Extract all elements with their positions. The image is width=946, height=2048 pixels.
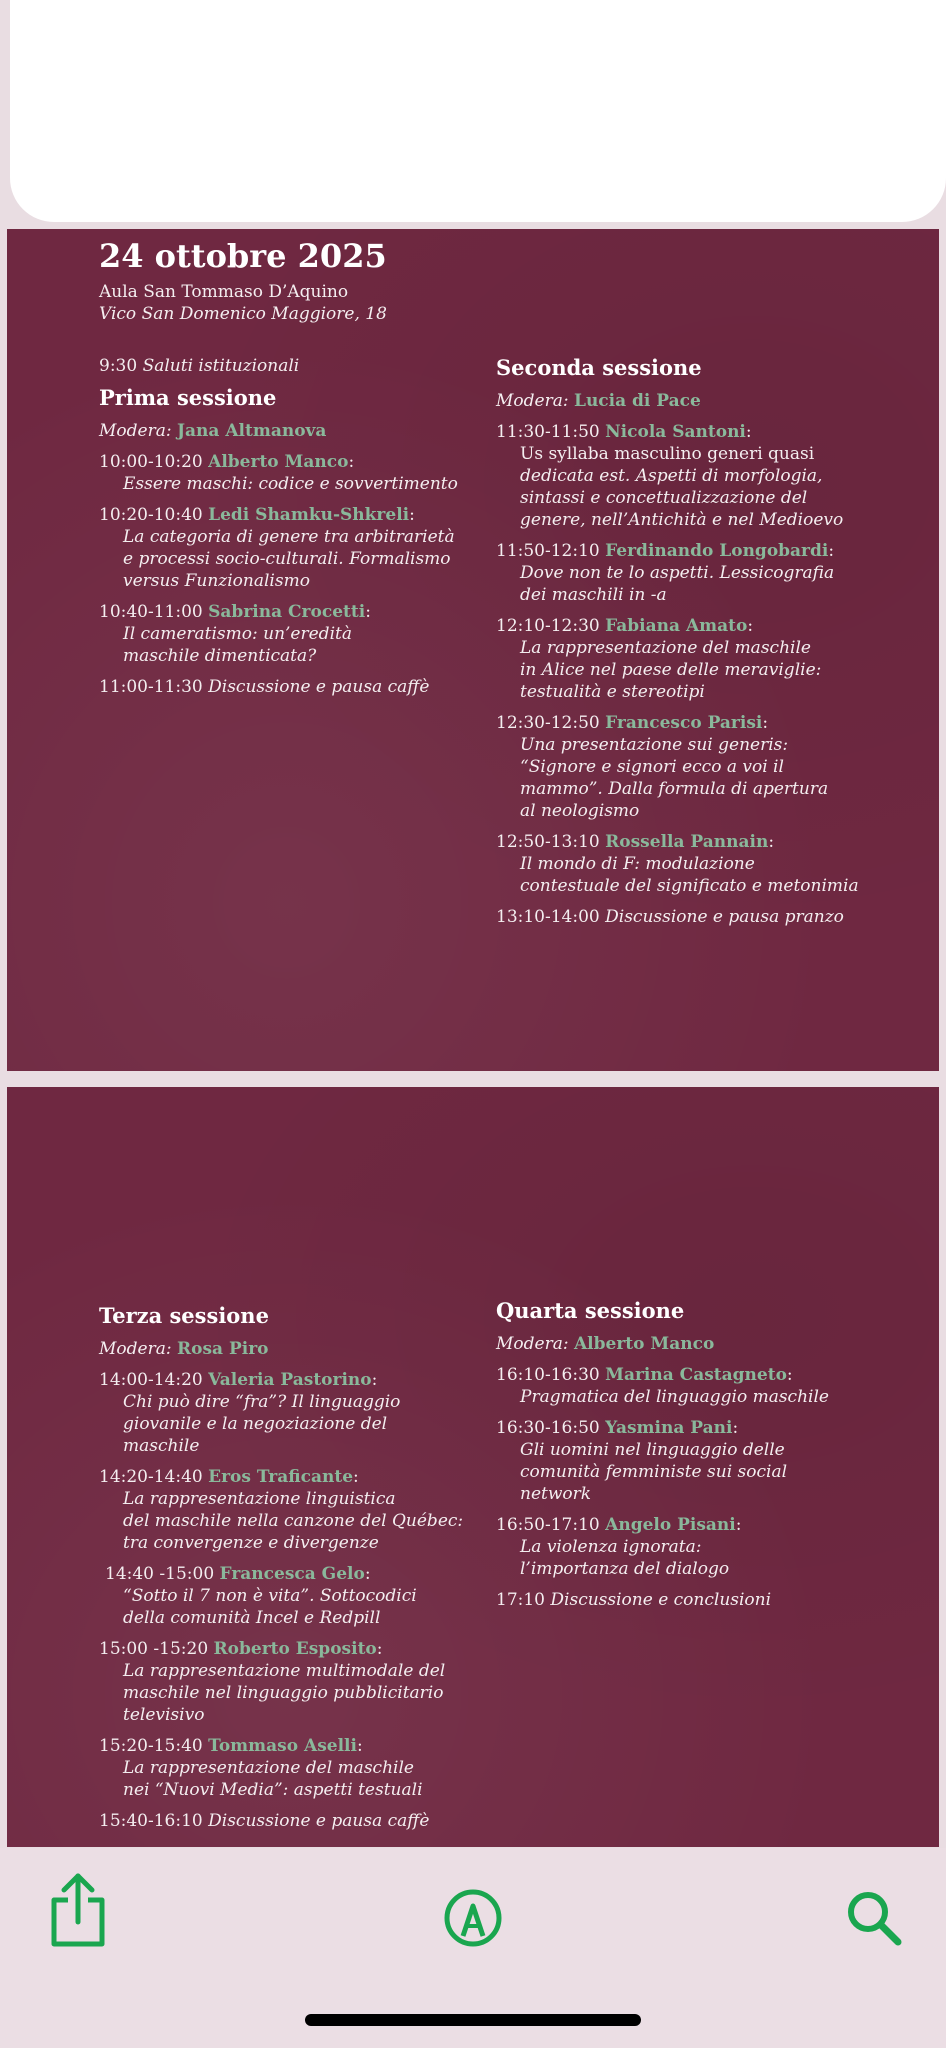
talk-title-line: mammo”. Dalla formula di apertura <box>520 779 829 799</box>
speaker-name: Nicola Santoni <box>605 422 746 442</box>
talk-time: 11:50-12:10 <box>496 541 600 561</box>
document-page-2 <box>7 1087 939 1847</box>
talk-title-line: network <box>520 1484 592 1504</box>
talk-title-line: televisivo <box>123 1705 205 1725</box>
document-page-1 <box>7 229 939 1071</box>
moderator-label: Modera: <box>496 1334 569 1354</box>
talk-item: 11:30-11:50 Nicola Santoni: Us syllaba masculino generi quasi dedicata est. Aspetti di morfologia, sintassi e concettualizzazione del genere, nell’Antichità e nel Medioevo <box>496 421 916 531</box>
speaker-name: Angelo Pisani <box>605 1515 736 1535</box>
talk-title-line: del maschile nella canzone del Québec: <box>123 1511 464 1531</box>
talk-title-line: Chi può dire “fra”? Il linguaggio <box>123 1392 401 1412</box>
talk-title-line: Gli uomini nel linguaggio delle <box>520 1440 785 1460</box>
markup-pen-icon[interactable] <box>443 1888 503 1948</box>
talk-time: 10:40-11:00 <box>99 602 203 622</box>
talk-item: 16:30-16:50 Yasmina Pani: Gli uomini nel linguaggio delle comunità femministe sui social network <box>496 1417 916 1505</box>
talk-title-line: Essere maschi: codice e sovvertimento <box>123 474 458 494</box>
talk-title-line: maschile <box>123 1436 200 1456</box>
session-closing <box>496 1589 916 1611</box>
talk-title-line: Il mondo di F: modulazione <box>520 854 755 874</box>
moderator-label: Modera: <box>99 1339 172 1359</box>
talk-time: 14:40 -15:00 <box>105 1564 215 1584</box>
speaker-name: Eros Traficante <box>208 1467 354 1487</box>
talk-time: 14:00-14:20 <box>99 1370 203 1390</box>
talk-time: 10:00-10:20 <box>99 452 203 472</box>
moderator-label: Modera: <box>496 391 569 411</box>
talk-title-line: “Signore e signori ecco a voi il <box>520 757 784 777</box>
talk-time: 12:30-12:50 <box>496 713 600 733</box>
talk-title-line: Dove non te lo aspetti. Lessicografia <box>520 563 835 583</box>
talk-title-line: La rappresentazione del maschile <box>123 1758 414 1778</box>
speaker-name: Sabrina Crocetti <box>208 602 366 622</box>
closing-time: 15:40-16:10 <box>99 1811 203 1831</box>
talk-time: 16:10-16:30 <box>496 1365 600 1385</box>
talk-time: 10:20-10:40 <box>99 505 203 525</box>
moderator-name: Alberto Manco <box>573 1334 715 1354</box>
session-2 <box>496 355 916 928</box>
event-date: 24 ottobre 2025 <box>99 237 387 275</box>
talk-item: 11:50-12:10 Ferdinando Longobardi: Dove non te lo aspetti. Lessicografia dei maschili in -a <box>496 540 916 606</box>
session-title: Quarta sessione <box>496 1298 685 1323</box>
speaker-name: Roberto Esposito <box>213 1639 377 1659</box>
opening-label: Saluti istituzionali <box>142 356 300 376</box>
talk-time: 16:50-17:10 <box>496 1515 600 1535</box>
speaker-name: Tommaso Aselli <box>208 1736 357 1756</box>
talk-item: 10:40-11:00 Sabrina Crocetti: Il cameratismo: un’eredità maschile dimenticata? <box>99 601 479 667</box>
speaker-name: Yasmina Pani <box>605 1418 733 1438</box>
speaker-name: Ferdinando Longobardi <box>605 541 829 561</box>
venue-name: Aula San Tommaso D’Aquino <box>99 282 349 302</box>
speaker-name: Alberto Manco <box>208 452 349 472</box>
speaker-name: Valeria Pastorino <box>208 1370 372 1390</box>
talk-title-line: giovanile e la negoziazione del <box>123 1414 388 1434</box>
closing-time: 11:00-11:30 <box>99 677 203 697</box>
moderator-line <box>496 1333 916 1355</box>
talk-title-line: “Sotto il 7 non è vita”. Sottocodici <box>123 1586 417 1606</box>
opening-line <box>99 355 299 377</box>
talk-title-line: Pragmatica del linguaggio maschile <box>520 1387 829 1407</box>
closing-label: Discussione e pausa pranzo <box>605 907 844 927</box>
session-closing <box>99 676 479 698</box>
closing-label: Discussione e pausa caffè <box>208 677 430 697</box>
talk-title-line: della comunità Incel e Redpill <box>123 1608 381 1628</box>
speaker-name: Rossella Pannain <box>605 832 769 852</box>
talk-title-line: nei “Nuovi Media”: aspetti testuali <box>123 1780 423 1800</box>
search-icon[interactable] <box>844 1888 904 1948</box>
venue-address: Vico San Domenico Maggiore, 18 <box>99 304 387 324</box>
moderator-name: Lucia di Pace <box>573 391 701 411</box>
talk-title-line: maschile dimenticata? <box>123 646 317 666</box>
talk-title-line: in Alice nel paese delle meraviglie: <box>520 660 822 680</box>
talk-title-line: e processi socio-culturali. Formalismo <box>123 549 451 569</box>
session-4 <box>496 1298 916 1611</box>
talk-item: 10:00-10:20 Alberto Manco: Essere maschi: codice e sovvertimento <box>99 451 479 495</box>
moderator-line <box>496 390 916 412</box>
talk-item: 12:50-13:10 Rossella Pannain: Il mondo di F: modulazione contestuale del significato e metonimia <box>496 831 916 897</box>
speaker-name: Marina Castagneto <box>605 1365 787 1385</box>
talk-title-line: La rappresentazione del maschile <box>520 638 811 658</box>
talk-title-line: dei maschili in -a <box>520 585 667 605</box>
talk-title-line: dedicata est. Aspetti di morfologia, <box>520 466 823 486</box>
talk-item: 15:00 -15:20 Roberto Esposito: La rappresentazione multimodale del maschile nel linguaggio pubblicitario televisivo <box>99 1638 489 1726</box>
share-icon[interactable] <box>44 1870 112 1950</box>
talk-title-line: maschile nel linguaggio pubblicitario <box>123 1683 444 1703</box>
session-title: Prima sessione <box>99 385 277 410</box>
moderator-name: Rosa Piro <box>176 1339 269 1359</box>
talk-item: 16:50-17:10 Angelo Pisani: La violenza ignorata: l’importanza del dialogo <box>496 1514 916 1580</box>
speaker-name: Francesco Parisi <box>605 713 763 733</box>
talk-title-line: La rappresentazione linguistica <box>123 1489 396 1509</box>
talk-title-line: La rappresentazione multimodale del <box>123 1661 446 1681</box>
talk-item: 14:00-14:20 Valeria Pastorino: Chi può dire “fra”? Il linguaggio giovanile e la negoziazione del maschile <box>99 1369 489 1457</box>
moderator-label: Modera: <box>99 421 172 441</box>
talk-item: 14:20-14:40 Eros Traficante: La rappresentazione linguistica del maschile nella canzone del Québec: tra convergenze e divergenze <box>99 1466 489 1554</box>
moderator-line <box>99 420 479 442</box>
talk-item: 10:20-10:40 Ledi Shamku-Shkreli: La categoria di genere tra arbitrarietà e processi socio-culturali. Formalismo versus Funzionalismo <box>99 504 479 592</box>
top-sheet <box>10 0 946 222</box>
speaker-name: Ledi Shamku-Shkreli <box>208 505 410 525</box>
talk-title-line: testualità e stereotipi <box>520 682 705 702</box>
session-closing <box>99 1810 489 1832</box>
session-title: Terza sessione <box>99 1303 269 1328</box>
closing-time: 13:10-14:00 <box>496 907 600 927</box>
talk-title-line: al neologismo <box>520 801 640 821</box>
opening-time: 9:30 <box>99 356 138 376</box>
talk-title-line: versus Funzionalismo <box>123 571 310 591</box>
talk-title-line: l’importanza del dialogo <box>520 1559 730 1579</box>
talk-time: 14:20-14:40 <box>99 1467 203 1487</box>
talk-title-line: contestuale del significato e metonimia <box>520 876 859 896</box>
talk-item: 14:40 -15:00 Francesca Gelo: “Sotto il 7 non è vita”. Sottocodici della comunità Incel e Redpill <box>99 1563 489 1629</box>
session-title: Seconda sessione <box>496 355 702 380</box>
moderator-line <box>99 1338 489 1360</box>
talk-time: 15:20-15:40 <box>99 1736 203 1756</box>
moderator-name: Jana Altmanova <box>176 421 327 441</box>
talk-title-line: Una presentazione sui generis: <box>520 735 789 755</box>
talk-time: 12:10-12:30 <box>496 616 600 636</box>
talk-item: 15:20-15:40 Tommaso Aselli: La rappresentazione del maschile nei “Nuovi Media”: aspetti testuali <box>99 1735 489 1801</box>
talk-title-line: La violenza ignorata: <box>520 1537 702 1557</box>
talk-title-line: La categoria di genere tra arbitrarietà <box>123 527 455 547</box>
talk-time: 16:30-16:50 <box>496 1418 600 1438</box>
talk-title-line: comunità femministe sui social <box>520 1462 788 1482</box>
talk-title-line: sintassi e concettualizzazione del <box>520 488 808 508</box>
talk-title-line: genere, nell’Antichità e nel Medioevo <box>520 510 844 530</box>
talk-item: 16:10-16:30 Marina Castagneto: Pragmatica del linguaggio maschile <box>496 1364 916 1408</box>
talk-time: 11:30-11:50 <box>496 422 600 442</box>
speaker-name: Francesca Gelo <box>219 1564 365 1584</box>
talk-title-line: Us syllaba masculino generi quasi <box>520 444 815 464</box>
closing-label: Discussione e conclusioni <box>550 1590 772 1610</box>
speaker-name: Fabiana Amato <box>605 616 748 636</box>
session-1 <box>99 385 479 698</box>
closing-label: Discussione e pausa caffè <box>208 1811 430 1831</box>
talk-title-line: Il cameratismo: un’eredità <box>123 624 352 644</box>
talk-time: 15:00 -15:20 <box>99 1639 209 1659</box>
talk-title-line: tra convergenze e divergenze <box>123 1533 379 1553</box>
closing-time: 17:10 <box>496 1590 545 1610</box>
session-closing <box>496 906 916 928</box>
home-indicator[interactable] <box>305 2014 641 2026</box>
talk-time: 12:50-13:10 <box>496 832 600 852</box>
talk-item: 12:30-12:50 Francesco Parisi: Una presentazione sui generis: “Signore e signori ecco a voi il mammo”. Dalla formula di apertura al neologismo <box>496 712 916 822</box>
talk-item: 12:10-12:30 Fabiana Amato: La rappresentazione del maschile in Alice nel paese delle meraviglie: testualità e stereotipi <box>496 615 916 703</box>
session-3 <box>99 1303 489 1832</box>
